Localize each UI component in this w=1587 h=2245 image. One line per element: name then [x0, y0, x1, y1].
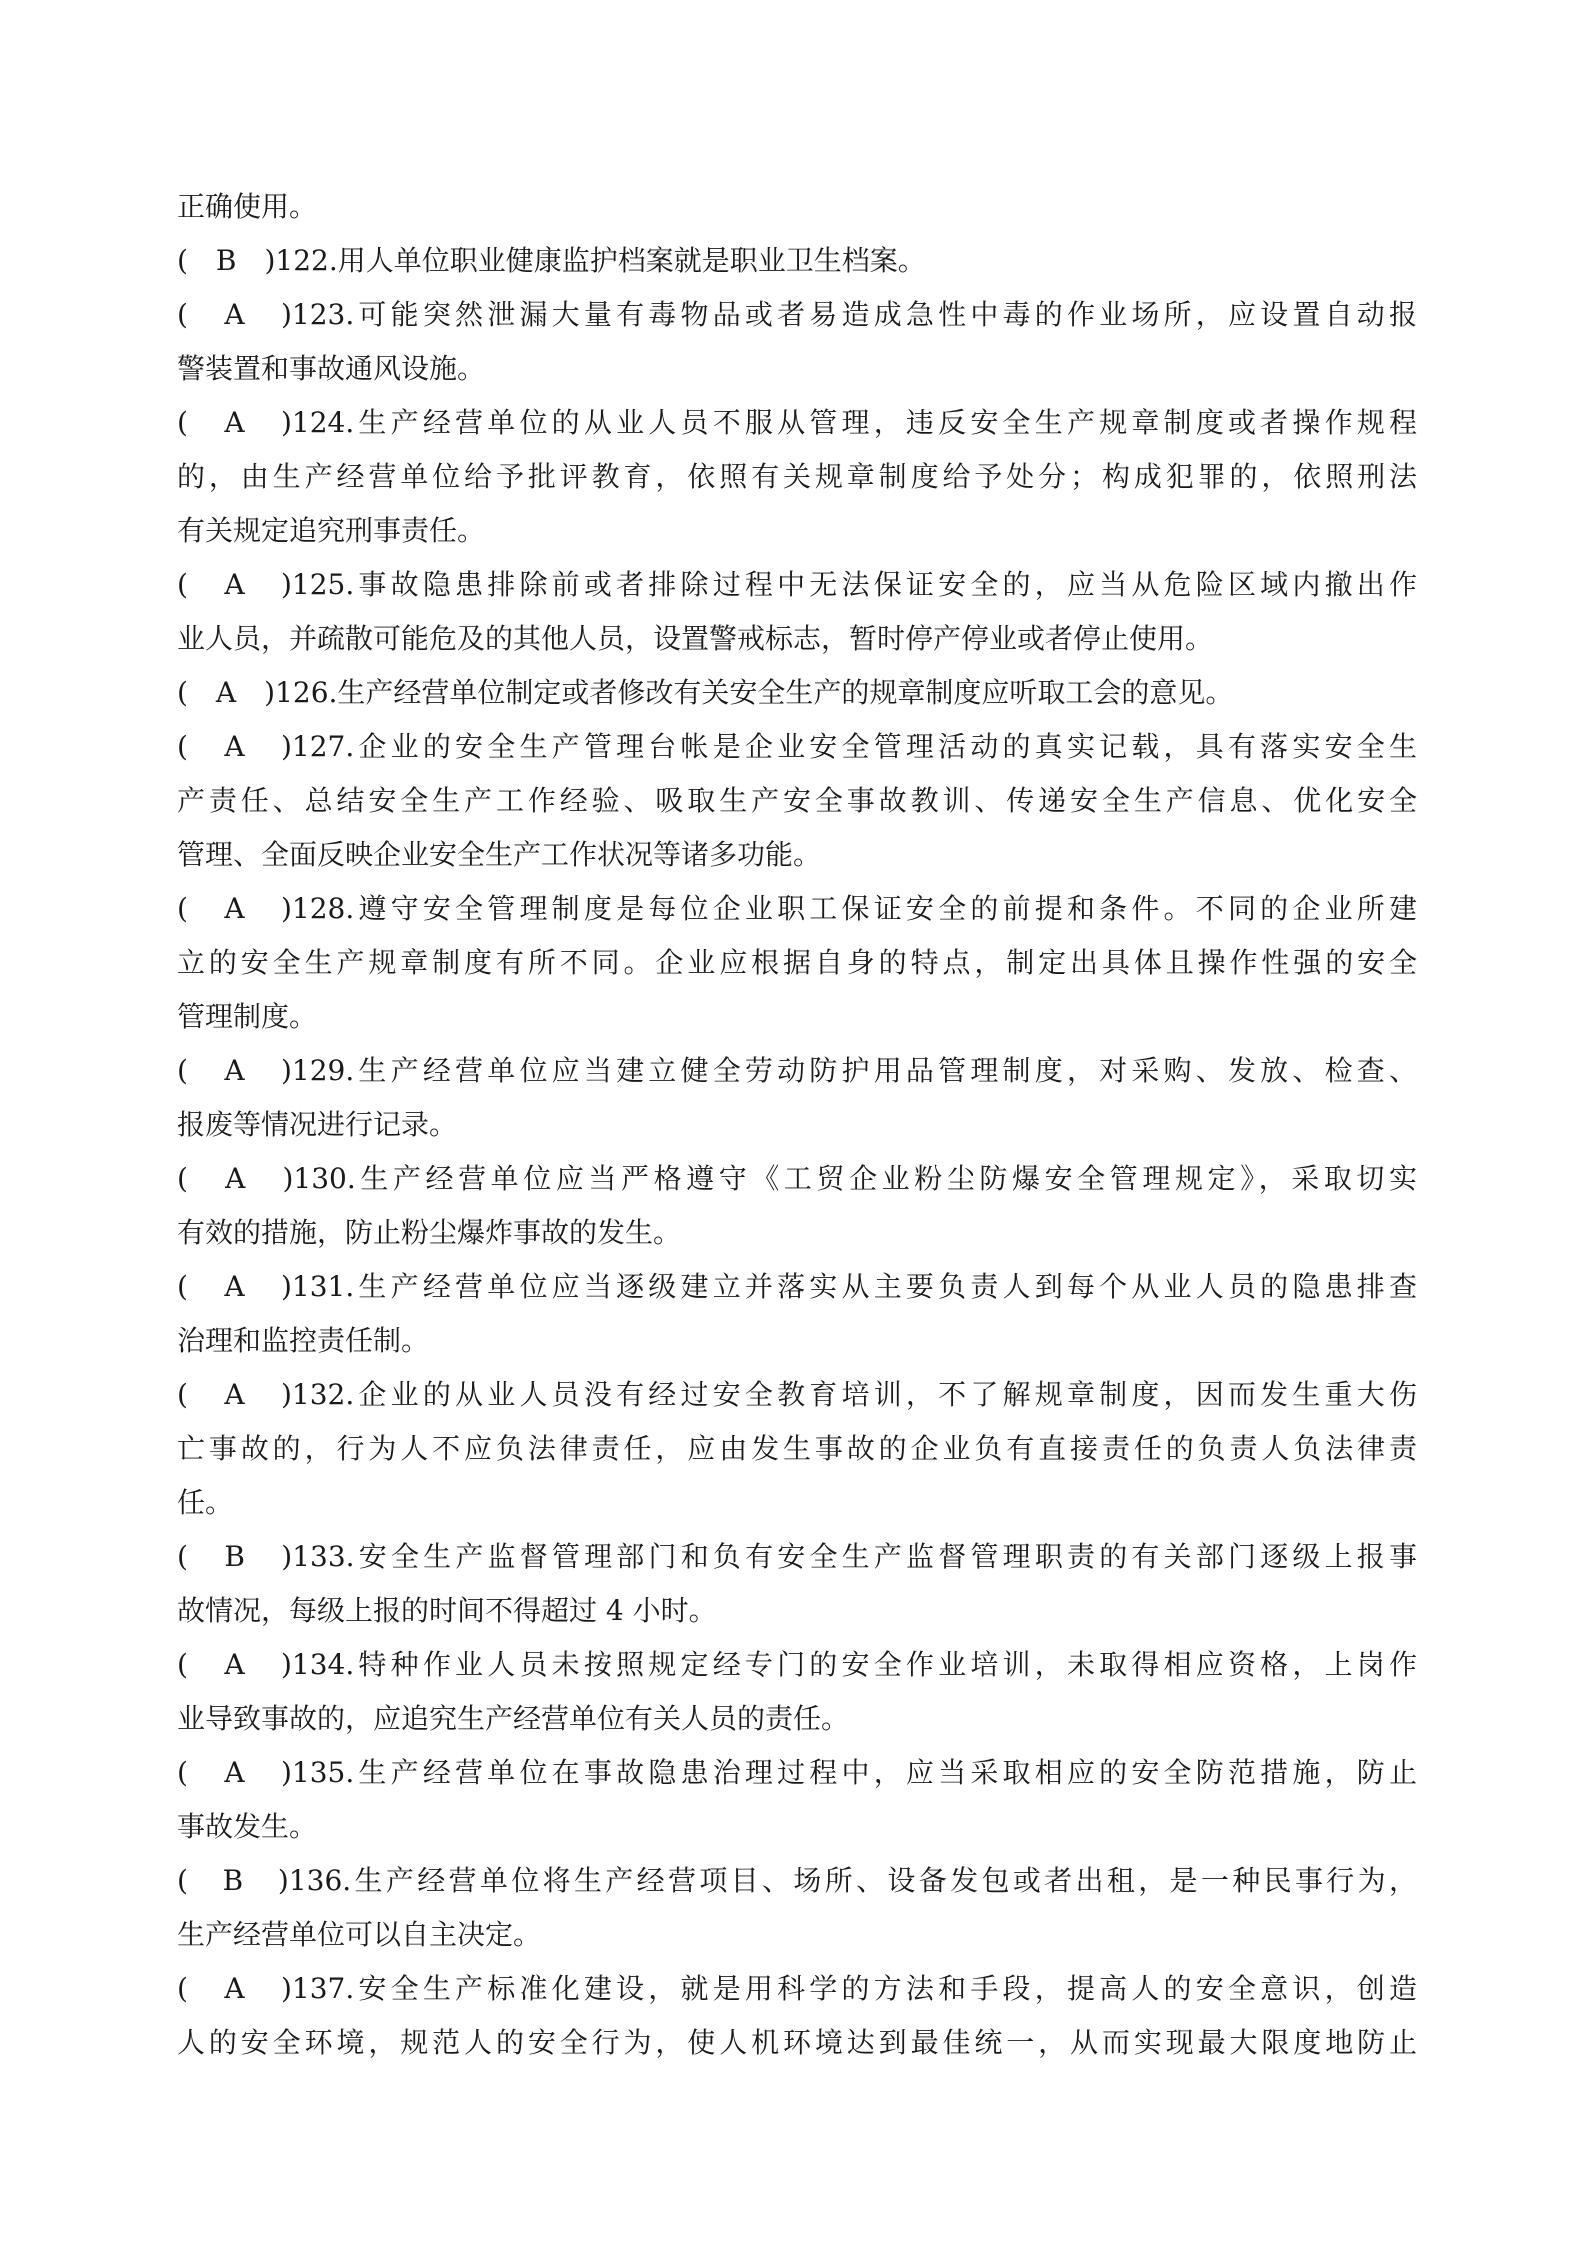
text-line: ( B )122.用人单位职业健康监护档案就是职业卫生档案。: [177, 244, 926, 277]
text-line: ( A )129.生产经营单位应当建立健全劳动防护用品管理制度，对采购、发放、检查、: [177, 1054, 1417, 1087]
text-line: ( A )128.遵守安全管理制度是每位企业职工保证安全的前提和条件。不同的企业所建: [177, 892, 1417, 925]
text-line: 管理、全面反映企业安全生产工作状况等诸多功能。: [177, 838, 822, 871]
text-line: ( A )137.安全生产标准化建设，就是用科学的方法和手段，提高人的安全意识，创造: [177, 1972, 1417, 2005]
text-line: ( A )135.生产经营单位在事故隐患治理过程中，应当采取相应的安全防范措施，防止: [177, 1756, 1417, 1789]
text-line: ( A )134.特种作业人员未按照规定经专门的安全作业培训，未取得相应资格，上岗作: [177, 1648, 1417, 1681]
text-line: ( A )126.生产经营单位制定或者修改有关安全生产的规章制度应听取工会的意见。: [177, 676, 1234, 709]
text-line: 生产经营单位可以自主决定。: [177, 1918, 542, 1951]
text-line: 管理制度。: [177, 1000, 318, 1033]
text-line: 业导致事故的，应追究生产经营单位有关人员的责任。: [177, 1702, 850, 1735]
text-line: 业人员，并疏散可能危及的其他人员，设置警戒标志，暂时停产停业或者停止使用。: [177, 622, 1214, 655]
text-line: 报废等情况进行记录。: [177, 1108, 458, 1141]
text-line: ( A )131.生产经营单位应当逐级建立并落实从主要负责人到每个从业人员的隐患排查: [177, 1270, 1417, 1303]
text-line: 产责任、总结安全生产工作经验、吸取生产安全事故教训、传递安全生产信息、优化安全: [177, 784, 1417, 817]
text-line: 任。: [177, 1486, 234, 1519]
text-line: ( A )124.生产经营单位的从业人员不服从管理，违反安全生产规章制度或者操作规程: [177, 406, 1417, 439]
text-line: ( A )125.事故隐患排除前或者排除过程中无法保证安全的，应当从危险区域内撤出作: [177, 568, 1417, 601]
text-line: 治理和监控责任制。: [177, 1324, 430, 1357]
document-body: [177, 180, 1417, 2070]
text-line: 有效的措施，防止粉尘爆炸事故的发生。: [177, 1216, 682, 1249]
text-line: 故情况，每级上报的时间不得超过 4 小时。: [177, 1594, 717, 1627]
text-line: ( A )132.企业的从业人员没有经过安全教育培训，不了解规章制度，因而发生重大伤: [177, 1378, 1417, 1411]
text-line: 人的安全环境，规范人的安全行为，使人机环境达到最佳统一，从而实现最大限度地防止: [177, 2026, 1417, 2059]
text-line: 亡事故的，行为人不应负法律责任，应由发生事故的企业负有直接责任的负责人负法律责: [177, 1432, 1417, 1465]
text-line: 警装置和事故通风设施。: [177, 352, 486, 385]
text-line: 立的安全生产规章制度有所不同。企业应根据自身的特点，制定出具体且操作性强的安全: [177, 946, 1417, 979]
text-line: 正确使用。: [177, 190, 318, 223]
text-line: ( A )130.生产经营单位应当严格遵守《工贸企业粉尘防爆安全管理规定》，采取切实: [177, 1162, 1417, 1195]
text-line: ( B )133.安全生产监督管理部门和负有安全生产监督管理职责的有关部门逐级上报事: [177, 1540, 1417, 1573]
text-line: 有关规定追究刑事责任。: [177, 514, 486, 547]
text-line: ( A )123.可能突然泄漏大量有毒物品或者易造成急性中毒的作业场所，应设置自动报: [177, 298, 1417, 331]
text-line: ( A )127.企业的安全生产管理台帐是企业安全管理活动的真实记载，具有落实安全生: [177, 730, 1417, 763]
text-line: 事故发生。: [177, 1810, 318, 1843]
text-line: ( B )136.生产经营单位将生产经营项目、场所、设备发包或者出租，是一种民事行为，: [177, 1864, 1417, 1897]
text-line: 的，由生产经营单位给予批评教育，依照有关规章制度给予处分；构成犯罪的，依照刑法: [177, 460, 1417, 493]
